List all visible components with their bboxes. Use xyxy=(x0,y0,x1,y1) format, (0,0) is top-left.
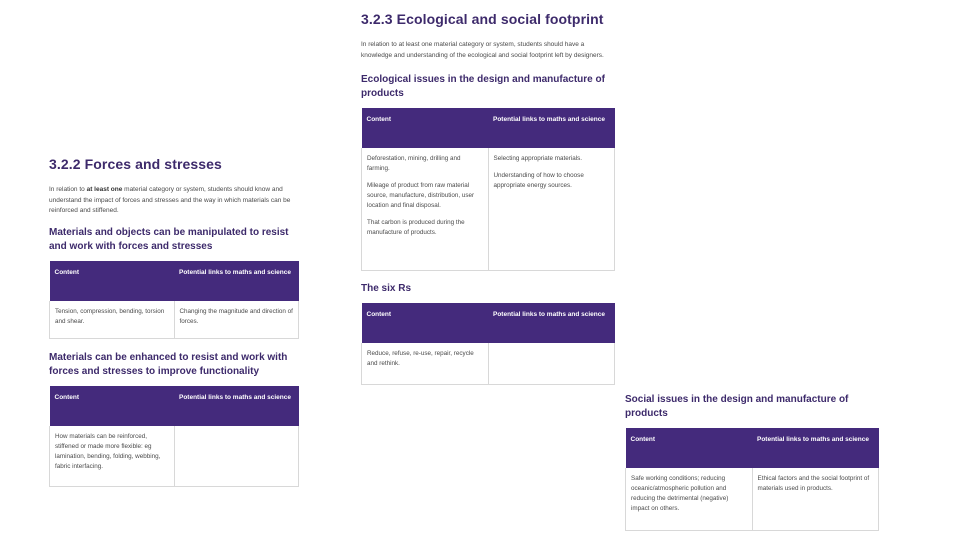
footprint-table-3 xyxy=(625,428,879,531)
forces-intro xyxy=(49,185,299,217)
table-row xyxy=(50,426,299,486)
forces-table-2 xyxy=(49,386,299,487)
forces-section xyxy=(49,155,299,487)
content-cell xyxy=(362,343,489,385)
table-row xyxy=(50,301,299,339)
footprint-section xyxy=(361,10,615,385)
content-cell xyxy=(626,468,753,530)
links-text: Selecting appropriate materials. xyxy=(493,155,583,162)
forces-section2-heading: Materials can be enhanced to resist and work with forces and stresses to improve functionality xyxy=(49,352,288,377)
links-text: Understanding of how to choose appropriate energy sources. xyxy=(493,172,584,189)
content-cell xyxy=(362,148,489,270)
col-header-links: Potential links to maths and science xyxy=(488,108,615,148)
content-text: Safe working conditions; reducing oceanic/atmospheric pollution and reducing the detrimental (negative) impact on others. xyxy=(631,475,729,512)
content-text: That carbon is produced during the manufacture of products. xyxy=(367,219,465,236)
content-text: Reduce, refuse, re-use, repair, recycle and rethink. xyxy=(367,349,474,367)
table-row xyxy=(362,343,615,385)
col-header-content: Content xyxy=(50,261,175,301)
col-header-content: Content xyxy=(362,108,489,148)
content-text: Tension, compression, bending, torsion and shear. xyxy=(55,307,165,325)
content-text: How materials can be reinforced, stiffened or made more flexible: eg lamination, bending, folding, webbing, fabric interfacing. xyxy=(55,433,161,470)
links-cell xyxy=(488,148,615,270)
content-cell xyxy=(50,426,175,486)
footprint-section3-heading: Social issues in the design and manufacture of products xyxy=(625,394,849,419)
col-header-content: Content xyxy=(50,386,175,426)
col-header-links: Potential links to maths and science xyxy=(174,261,299,301)
content-text: Deforestation, mining, drilling and farming. xyxy=(367,155,461,172)
table-row xyxy=(362,148,615,270)
forces-title: 3.2.2 Forces and stresses xyxy=(49,156,222,172)
col-header-content: Content xyxy=(626,428,753,468)
footprint-section1-heading: Ecological issues in the design and manufacture of products xyxy=(361,74,605,99)
table-header-row xyxy=(362,303,615,343)
footprint-table-1 xyxy=(361,108,615,271)
forces-section1-heading: Materials and objects can be manipulated to resist and work with forces and stresses xyxy=(49,226,289,252)
forces-intro-pre: In relation to xyxy=(49,186,87,193)
footprint-section2-heading: The six Rs xyxy=(361,282,412,294)
forces-intro-post: material category or system, students should know and understand the impact of forces and stresses and the way in which materials can be reinforced and stiffened. xyxy=(49,186,291,214)
col-header-links: Potential links to maths and science xyxy=(752,428,879,468)
table-header-row xyxy=(50,386,299,426)
table-header-row xyxy=(50,261,299,301)
links-cell xyxy=(174,426,299,486)
content-cell xyxy=(50,301,175,339)
content-text: Mileage of product from raw material source, manufacture, distribution, user location and final disposal. xyxy=(367,182,475,209)
links-cell xyxy=(174,301,299,339)
forces-intro-bold: at least one xyxy=(86,186,123,193)
footprint-intro: In relation to at least one material category or system, students should have a knowledge and understanding of the ecological and social footprint left by designers. xyxy=(361,41,604,59)
col-header-links: Potential links to maths and science xyxy=(488,303,615,343)
col-header-content: Content xyxy=(362,303,489,343)
links-cell xyxy=(752,468,879,530)
footprint-title: 3.2.3 Ecological and social footprint xyxy=(361,11,604,27)
links-cell xyxy=(488,343,615,385)
table-row xyxy=(626,468,879,530)
links-text: Ethical factors and the social footprint of materials used in products. xyxy=(757,475,870,492)
table-header-row xyxy=(362,108,615,148)
social-section xyxy=(625,393,879,531)
col-header-links: Potential links to maths and science xyxy=(174,386,299,426)
footprint-table-2 xyxy=(361,303,615,386)
links-text: Changing the magnitude and direction of forces. xyxy=(179,307,293,325)
table-header-row xyxy=(626,428,879,468)
forces-table-1 xyxy=(49,261,299,340)
